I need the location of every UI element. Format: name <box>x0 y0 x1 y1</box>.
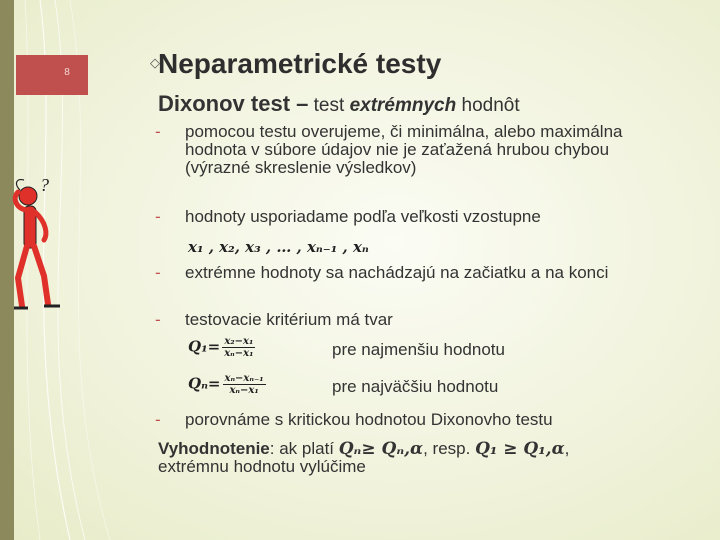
formula-lhs: Qₙ= <box>188 374 221 393</box>
subtitle-rest: hodnôt <box>456 95 520 116</box>
evaluation-label: Vyhodnotenie <box>158 439 270 458</box>
formula-qn <box>188 373 266 396</box>
dash-bullet: - <box>155 263 161 282</box>
list-item-text: porovnáme s kritickou hodnotou Dixonovho testu <box>185 410 553 429</box>
formula-numerator: xₙ−xₙ₋₁ <box>224 373 264 384</box>
formula-numerator: x₂−x₁ <box>222 336 255 348</box>
list-item-text: testovacie kritérium má tvar <box>185 310 393 329</box>
evaluation-text: , extrémnu hodnotu vylúčime <box>158 439 570 476</box>
thinking-figure-icon <box>8 178 68 313</box>
evaluation-text: : ak platí <box>269 439 339 458</box>
evaluation-condition-qn: Qₙ≥ Qₙ,α <box>338 439 424 459</box>
formula-fraction <box>223 373 266 396</box>
formula-q1-description: pre najmenšiu hodnotu <box>332 340 505 359</box>
evaluation-text: , resp. <box>423 439 476 458</box>
subtitle-bold: Dixonov test – <box>158 91 309 116</box>
formula-denominator: xₙ−x₁ <box>229 385 259 396</box>
formula-fraction <box>222 336 255 359</box>
question-mark: ? <box>40 175 49 195</box>
evaluation-condition-q1: Q₁ ≥ Q₁,α <box>475 439 565 459</box>
formula-lhs: Q₁= <box>188 337 221 356</box>
subtitle-normal: test <box>308 95 350 116</box>
dash-bullet: - <box>155 122 161 141</box>
dash-bullet: - <box>155 207 161 226</box>
dash-bullet: - <box>155 410 161 429</box>
diamond-bullet-icon: ◇ <box>150 55 160 70</box>
list-item-text: pomocou testu overujeme, či minimálna, alebo maximálna hodnota v súbore údajov nie je zaťažená hrubou chybou (výrazné skreslenie výsledkov) <box>185 122 623 177</box>
formula-q1 <box>188 336 255 359</box>
subtitle-italic: extrémnych <box>349 95 457 116</box>
slide-number: 8 <box>64 67 70 78</box>
dash-bullet: - <box>155 310 161 329</box>
evaluation-paragraph <box>158 440 638 476</box>
list-item-text: hodnoty usporiadame podľa veľkosti vzostupne <box>185 207 541 226</box>
sequence-formula: x₁ , x₂, x₃ , … , xₙ₋₁ , xₙ <box>188 238 369 256</box>
list-item-text: extrémne hodnoty sa nachádzajú na začiatku a na konci <box>185 263 609 282</box>
formula-qn-description: pre najväčšiu hodnotu <box>332 377 499 396</box>
slide-title: Neparametrické testy <box>158 48 442 79</box>
formula-denominator: xₙ−x₁ <box>224 348 254 359</box>
slide-subtitle <box>158 91 520 117</box>
